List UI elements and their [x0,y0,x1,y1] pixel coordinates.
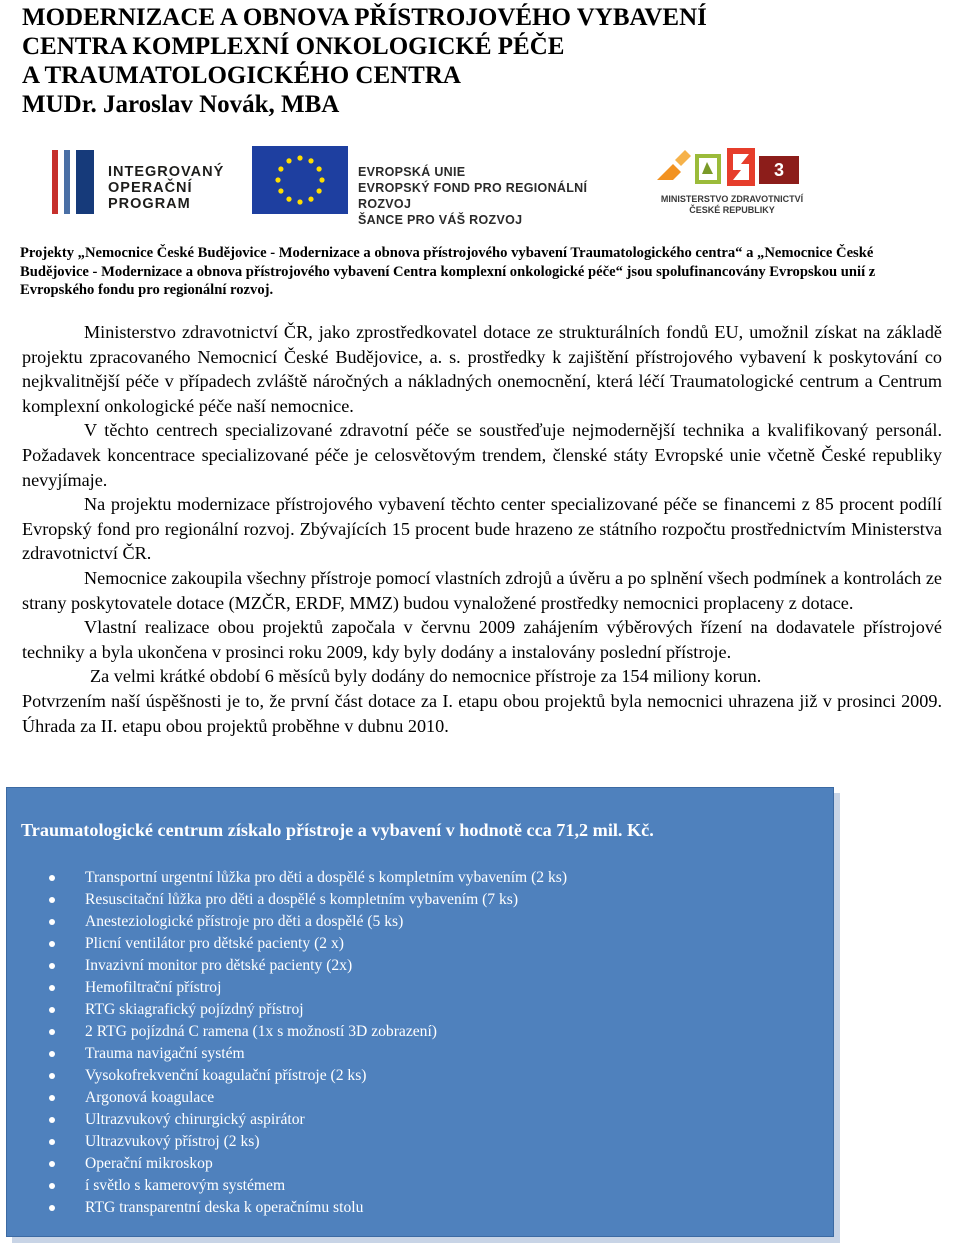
equipment-list [49,867,567,1219]
list-item: Argonová koagulace [49,1087,567,1109]
iop-bar-blue [64,150,70,214]
list-item: Plicní ventilátor pro dětské pacienty (2 x) [49,933,567,955]
list-item: Hemofiltrační přístroj [49,977,567,999]
eu-star-icon [278,188,283,193]
list-item: Transportní urgentní lůžka pro děti a dospělé s kompletním vybavením (2 ks) [49,867,567,889]
eu-logo-text: EVROPSKÁ UNIE EVROPSKÝ FOND PRO REGIONÁLNÍ ROZVOJ ŠANCE PRO VÁŠ ROZVOJ [358,165,588,227]
title-author: MUDr. Jaroslav Novák, MBA [22,91,340,118]
list-item: Ultrazvukový chirurgický aspirátor [49,1109,567,1131]
iop-bar-red [52,150,58,214]
eu-star-icon [275,177,280,182]
eu-logo [252,146,632,227]
eu-star-icon [286,197,291,202]
panel-title: Traumatologické centrum získalo přístroje a vybavení v hodnotě cca 71,2 mil. Kč. [21,820,654,840]
document-title [22,3,707,119]
equipment-panel [6,787,834,1237]
eu-star-icon [317,188,322,193]
list-item: RTG skiagrafický pojízdný přístroj [49,999,567,1021]
eu-star-icon [308,197,313,202]
list-item: 2 RTG pojízdná C ramena (1x s možností 3D zobrazení) [49,1021,567,1043]
ministry-graphic-icon [655,146,805,190]
list-item: Ultrazvukový přístroj (2 ks) [49,1131,567,1153]
eu-star-icon [297,155,302,160]
iop-bar-navy [76,150,94,214]
eu-star-icon [308,158,313,163]
intro-paragraph: Projekty „Nemocnice České Budějovice - Modernizace a obnova přístrojového vybavení Traumatologického centra“ a „Nemocnice České Budějovice - Modernizace a obnova přístrojového vybavení Centra komplexní onkologické péče“ jsou spolufinancovány Evropskou unií z Evropského fondu pro regionální rozvoj. [20,245,876,298]
list-item: Operační mikroskop [49,1153,567,1175]
list-item: í světlo s kamerovým systémem [49,1175,567,1197]
paragraph: Nemocnice zakoupila všechny přístroje pomocí vlastních zdrojů a úvěru a po splnění všech podmínek a kontrolách ze strany poskytovatele dotace (MZČR, ERDF, MMZ) budou vynaložené prostředky nemocnici proplaceny z dotace. [22,567,942,613]
logo-strip [0,140,960,227]
eu-star-icon [319,177,324,182]
article-body [22,320,942,738]
list-item: RTG transparentní deska k operačnímu stolu [49,1197,567,1219]
eu-star-icon [278,166,283,171]
paragraph: Potvrzením naší úspěšnosti je to, že první část dotace za I. etapu obou projektů byla nemocnici uhrazena již v prosinci 2009. Úhrada za II. etapu obou projektů proběhne v dubnu 2010. [22,690,942,736]
eu-flag-icon [252,146,348,214]
ministry-logo [655,146,815,218]
title-line: A TRAUMATOLOGICKÉHO CENTRA [22,62,461,89]
paragraph: Za velmi krátké období 6 měsíců byly dodány do nemocnice přístroje za 154 miliony korun. [90,666,762,687]
list-item: Invazivní monitor pro dětské pacienty (2x) [49,955,567,977]
list-item: Vysokofrekvenční koagulační přístroje (2 ks) [49,1065,567,1087]
title-line: CENTRA KOMPLEXNÍ ONKOLOGICKÉ PÉČE [22,33,565,60]
svg-text:3: 3 [773,160,785,180]
paragraph: V těchto centrech specializované zdravotní péče se soustřeďuje nejmodernější technika a kvalifikovaný personál. Požadavek koncentrace specializované péče je celosvětovým trendem, členské státy Evropské unie včetně České republiky nevyjímaje. [22,420,942,490]
eu-star-icon [286,158,291,163]
list-item: Anesteziologické přístroje pro děti a dospělé (5 ks) [49,911,567,933]
title-line: MODERNIZACE A OBNOVA PŘÍSTROJOVÉHO VYBAVENÍ [22,4,707,31]
eu-star-icon [317,166,322,171]
iop-logo-text: INTEGROVANÝ OPERAČNÍ PROGRAM [108,164,225,212]
paragraph: Ministerstvo zdravotnictví ČR, jako zprostředkovatel dotace ze strukturálních fondů EU, umožnil získat na základě projektu zpracovaného Nemocnicí České Budějovice, a. s. prostředky k zajištění přístrojového vybavení k poskytování co nejkvalitnější péče v případech zvláště náročných a nákladných onemocnění, která léčí Traumatologické centrum a Centrum komplexní onkologické péče naší nemocnice. [22,322,942,416]
paragraph: Vlastní realizace obou projektů započala v červnu 2009 zahájením výběrových řízení na dodavatele přístrojové techniky a byla ukončena v prosinci roku 2009, kdy byly dodány a instalovány poslední přístroje. [22,617,942,662]
paragraph: Na projektu modernizace přístrojového vybavení těchto center specializované péče se financemi z 85 procent podílí Evropský fond pro regionální rozvoj. Zbývajících 15 procent bude hrazeno ze státního rozpočtu prostřednictvím Ministerstva zdravotnictví ČR. [22,494,942,564]
eu-star-icon [297,199,302,204]
iop-logo [52,146,227,216]
ministry-logo-text: MINISTERSTVO ZDRAVOTNICTVÍ ČESKÉ REPUBLIKY [660,194,804,215]
list-item: Resuscitační lůžka pro děti a dospělé s kompletním vybavením (7 ks) [49,889,567,911]
list-item: Trauma navigační systém [49,1043,567,1065]
